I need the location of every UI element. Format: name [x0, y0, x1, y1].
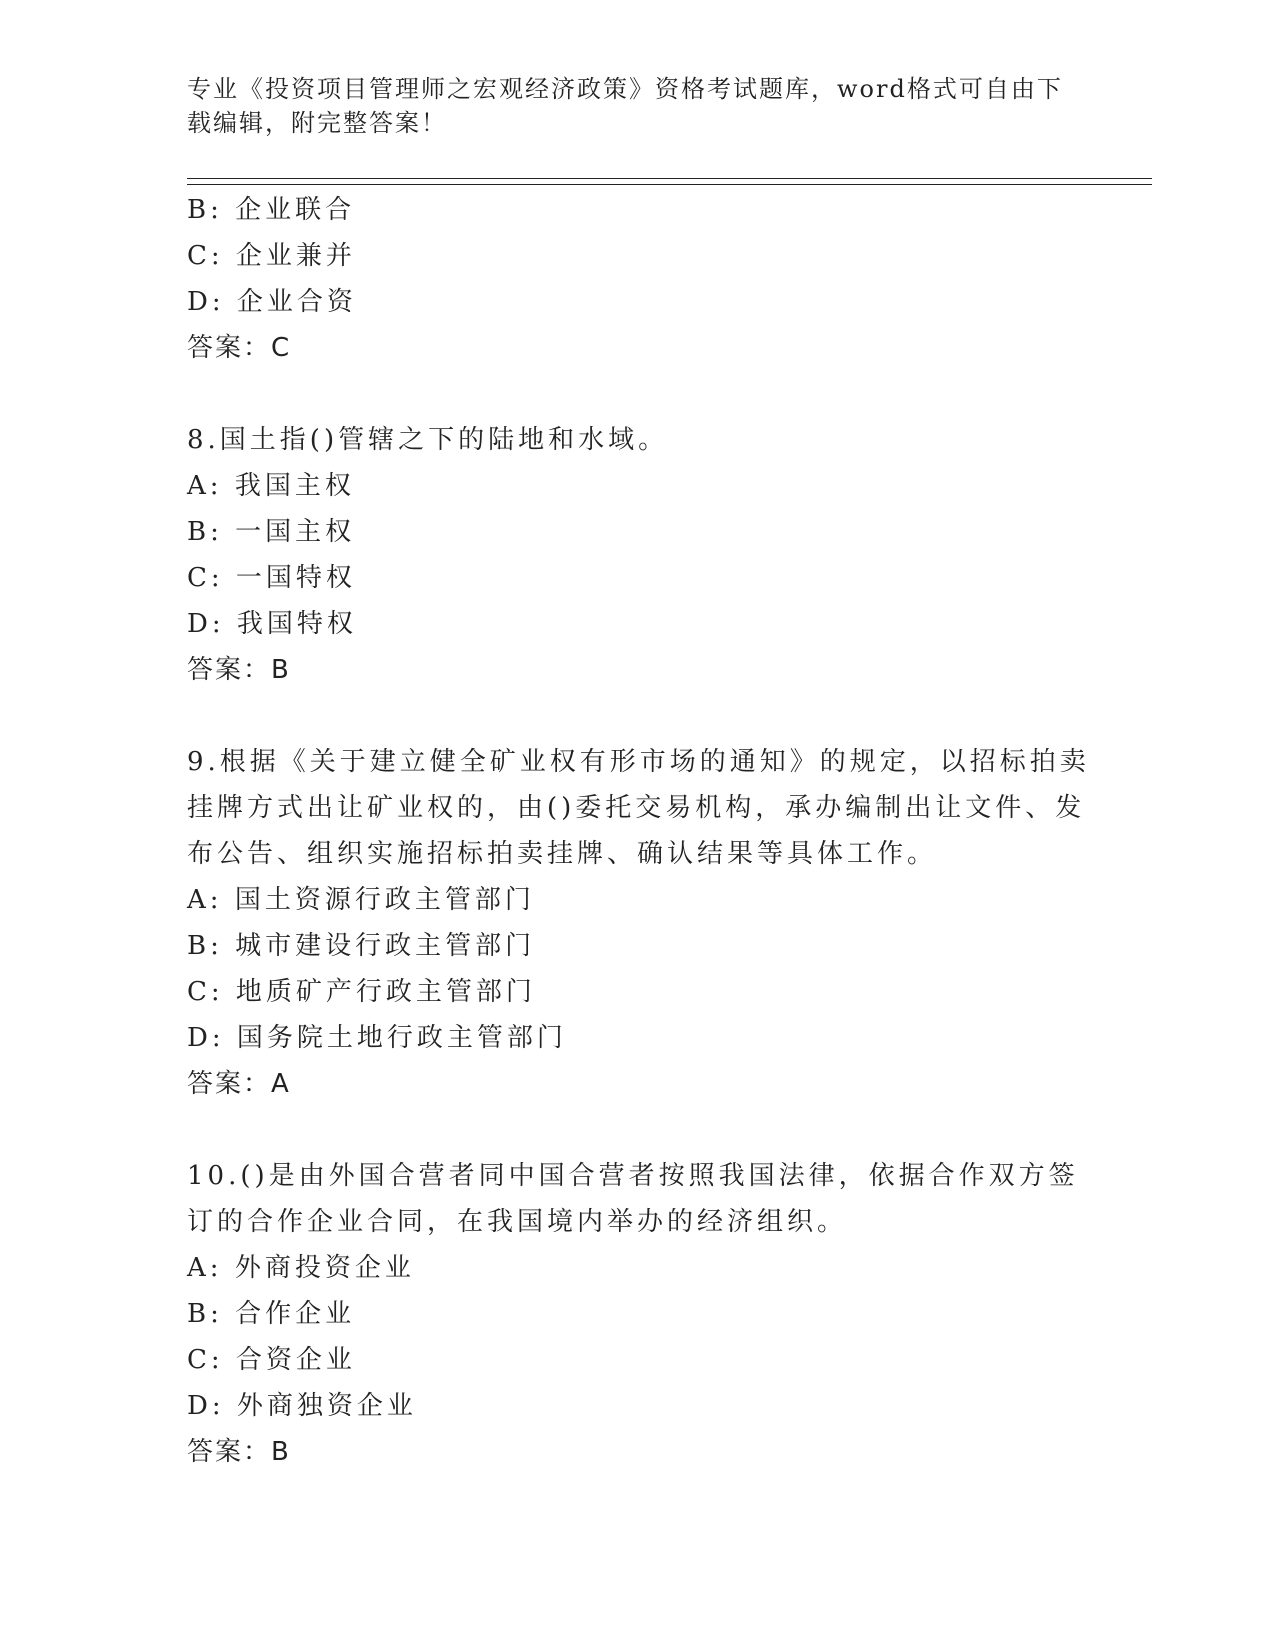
question-10	[187, 1153, 1092, 1475]
question-list	[187, 187, 1092, 1475]
option-a: A: 国土资源行政主管部门	[187, 885, 535, 915]
option-d: D: 国务院土地行政主管部门	[187, 1023, 567, 1053]
option-c: C: 企业兼并	[187, 241, 356, 271]
header-divider	[187, 178, 1152, 185]
option-c: C: 地质矿产行政主管部门	[187, 977, 536, 1007]
option-c: C: 一国特权	[187, 563, 356, 593]
answer: 答案：B	[187, 655, 291, 685]
option-b: B: 一国主权	[187, 517, 356, 547]
question-8	[187, 417, 1092, 693]
question-stem: 8.国土指()管辖之下的陆地和水域。	[187, 425, 669, 455]
option-d: D: 企业合资	[187, 287, 357, 317]
question-stem: 10.()是由外国合营者同中国合营者按照我国法律，依据合作双方签订的合作企业合同，在我国境内举办的经济组织。	[187, 1161, 1079, 1237]
option-b: B: 企业联合	[187, 195, 356, 225]
question-9	[187, 739, 1092, 1107]
answer: 答案：B	[187, 1437, 291, 1467]
option-b: B: 合作企业	[187, 1299, 356, 1329]
option-a: A: 我国主权	[187, 471, 355, 501]
answer: 答案：A	[187, 1069, 291, 1099]
document-header: 专业《投资项目管理师之宏观经济政策》资格考试题库，word格式可自由下载编辑，附完整答案！	[187, 75, 1063, 137]
question-stem: 9.根据《关于建立健全矿业权有形市场的通知》的规定，以招标拍卖挂牌方式出让矿业权的，由()委托交易机构，承办编制出让文件、发布公告、组织实施招标拍卖挂牌、确认结果等具体工作。	[187, 747, 1090, 869]
option-b: B: 城市建设行政主管部门	[187, 931, 536, 961]
question-fragment	[187, 187, 1092, 371]
answer: 答案：C	[187, 333, 292, 363]
option-d: D: 外商独资企业	[187, 1391, 417, 1421]
option-d: D: 我国特权	[187, 609, 357, 639]
option-c: C: 合资企业	[187, 1345, 356, 1375]
option-a: A: 外商投资企业	[187, 1253, 415, 1283]
